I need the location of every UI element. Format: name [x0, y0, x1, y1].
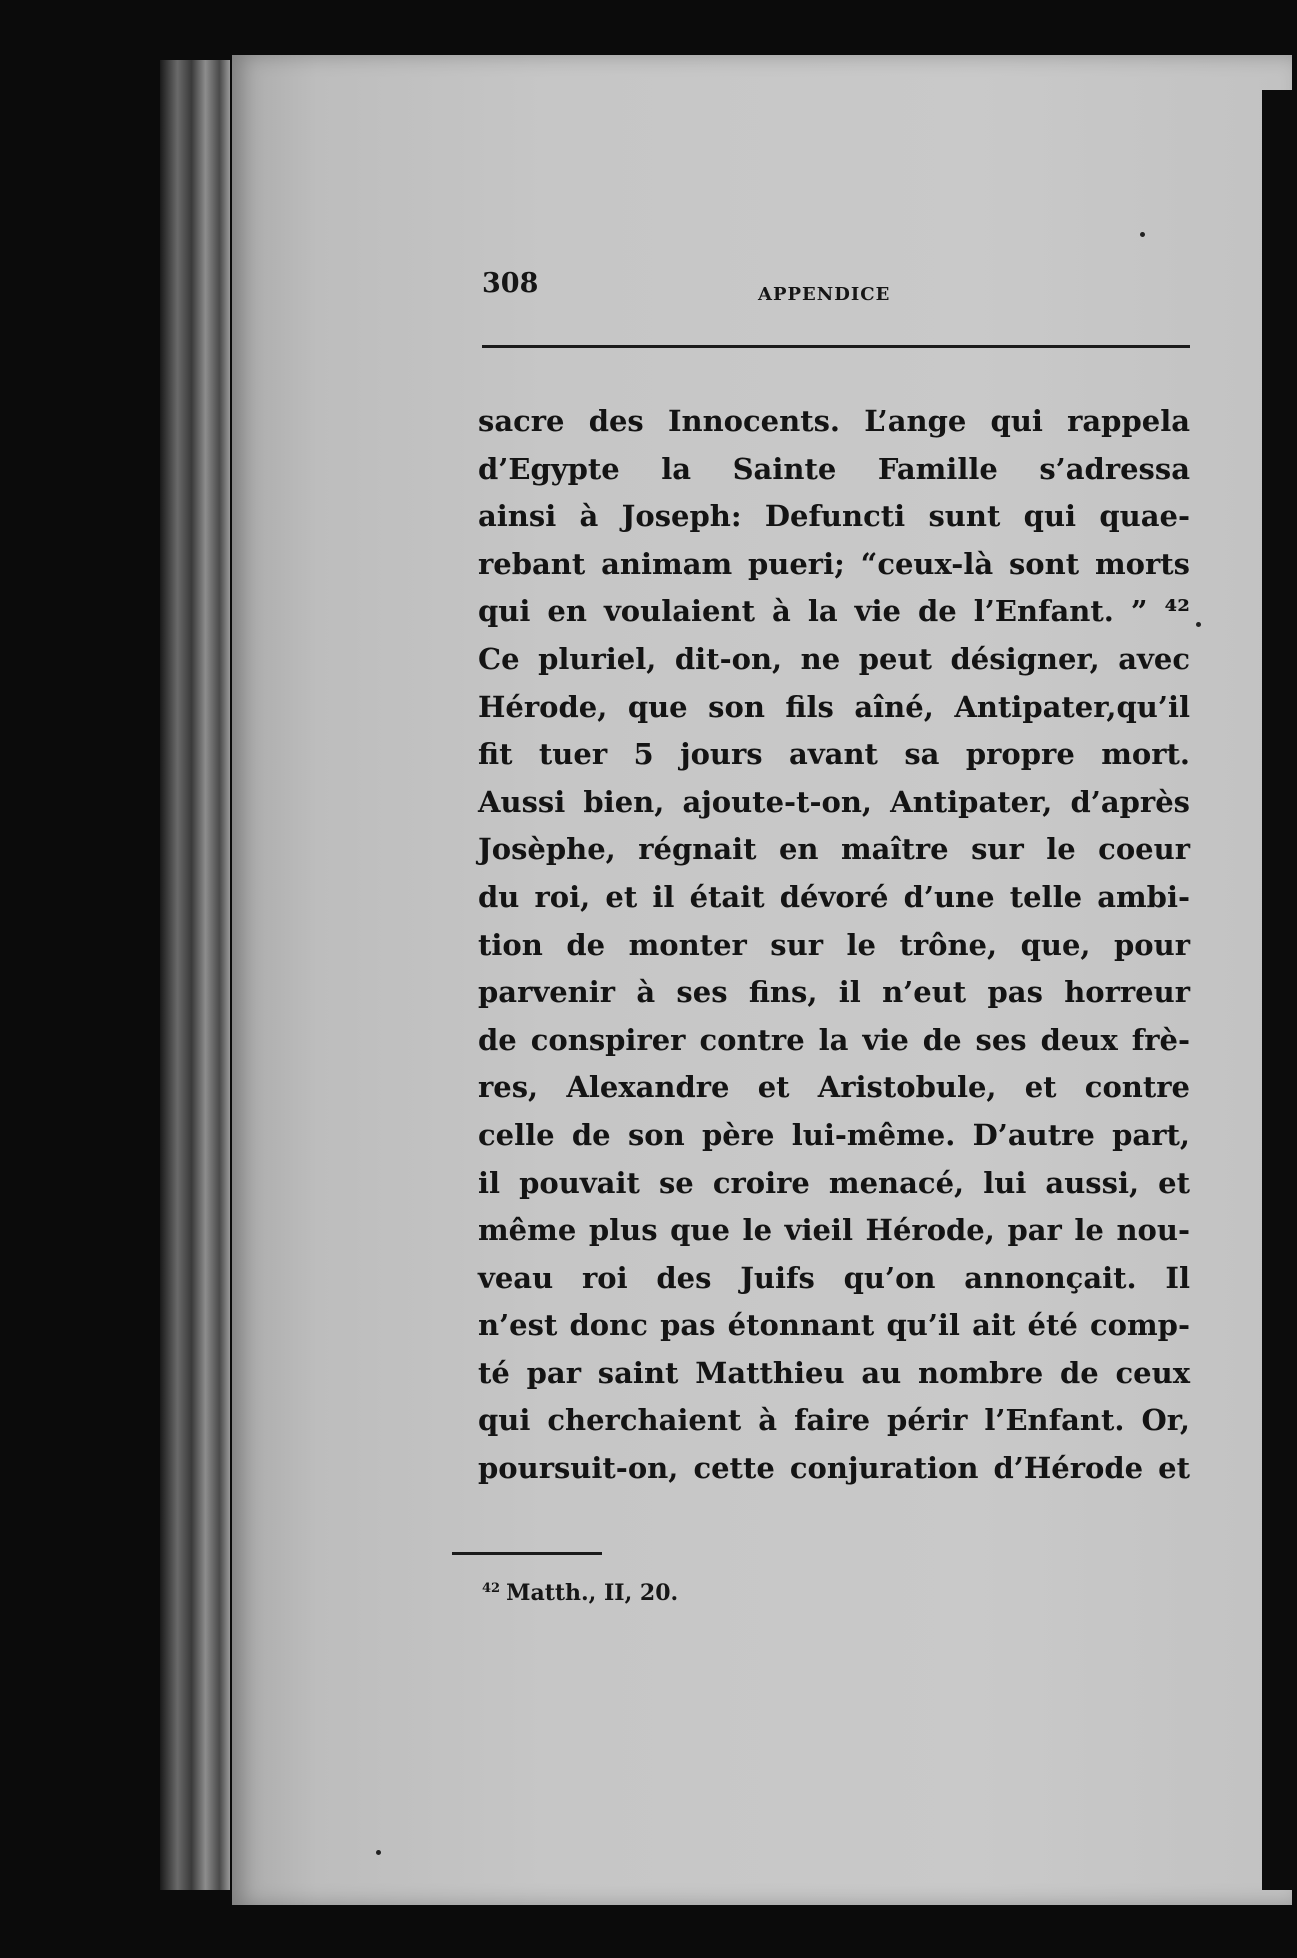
footnote-text: Matth., II, 20.	[506, 1580, 679, 1606]
text-line: parvenir à ses fins, il n’eut pas horreur	[478, 975, 1190, 1010]
text-line: qui en voulaient à la vie de l’Enfant. ” ⁴²	[478, 594, 1190, 629]
footnote-rule	[452, 1552, 602, 1555]
footnote-marker: 42	[482, 1580, 501, 1596]
text-line: veau roi des Juifs qu’on annonçait. Il	[478, 1260, 1190, 1295]
text-line: celle de son père lui-même. D’autre part,	[478, 1117, 1190, 1152]
text-line: Ce pluriel, dit-on, ne peut désigner, avec	[478, 641, 1190, 676]
text-line: ainsi à Joseph: Defuncti sunt qui quae-	[478, 499, 1190, 534]
text-line: du roi, et il était dévoré d’une telle ambi-	[478, 879, 1190, 914]
text-line: fit tuer 5 jours avant sa propre mort.	[478, 737, 1190, 772]
text-line: n’est donc pas étonnant qu’il ait été comp-	[478, 1308, 1190, 1343]
text-line: il pouvait se croire menacé, lui aussi, et	[478, 1165, 1190, 1200]
text-line: res, Alexandre et Aristobule, et contre	[478, 1070, 1190, 1105]
page-number: 308	[482, 268, 539, 299]
page-right-shadow	[1262, 90, 1297, 1890]
header-rule	[482, 345, 1190, 348]
speck-mark	[376, 1850, 381, 1855]
text-line: de conspirer contre la vie de ses deux frè-	[478, 1022, 1190, 1057]
body-text	[478, 398, 1190, 1493]
speck-mark	[1196, 622, 1201, 627]
book-spine-edge	[160, 60, 230, 1890]
speck-mark	[1140, 232, 1145, 237]
text-line: d’Egypte la Sainte Famille s’adressa	[478, 451, 1190, 486]
page-header	[482, 268, 1192, 318]
text-line: tion de monter sur le trône, que, pour	[478, 927, 1190, 962]
text-line: rebant animam pueri; “ceux-là sont morts	[478, 546, 1190, 581]
text-line: même plus que le vieil Hérode, par le nou-	[478, 1213, 1190, 1248]
text-line: té par saint Matthieu au nombre de ceux	[478, 1355, 1190, 1390]
text-line: poursuit-on, cette conjuration d’Hérode et	[478, 1451, 1190, 1486]
text-line: Aussi bien, ajoute-t-on, Antipater, d’après	[478, 784, 1190, 819]
text-line: Hérode, que son fils aîné, Antipater,qu’il	[478, 689, 1190, 724]
text-line: qui cherchaient à faire périr l’Enfant. Or,	[478, 1403, 1190, 1438]
footnote	[482, 1580, 678, 1606]
text-line: sacre des Innocents. L’ange qui rappela	[478, 404, 1190, 438]
running-head: APPENDICE	[758, 284, 891, 305]
text-line: Josèphe, régnait en maître sur le coeur	[478, 832, 1190, 867]
